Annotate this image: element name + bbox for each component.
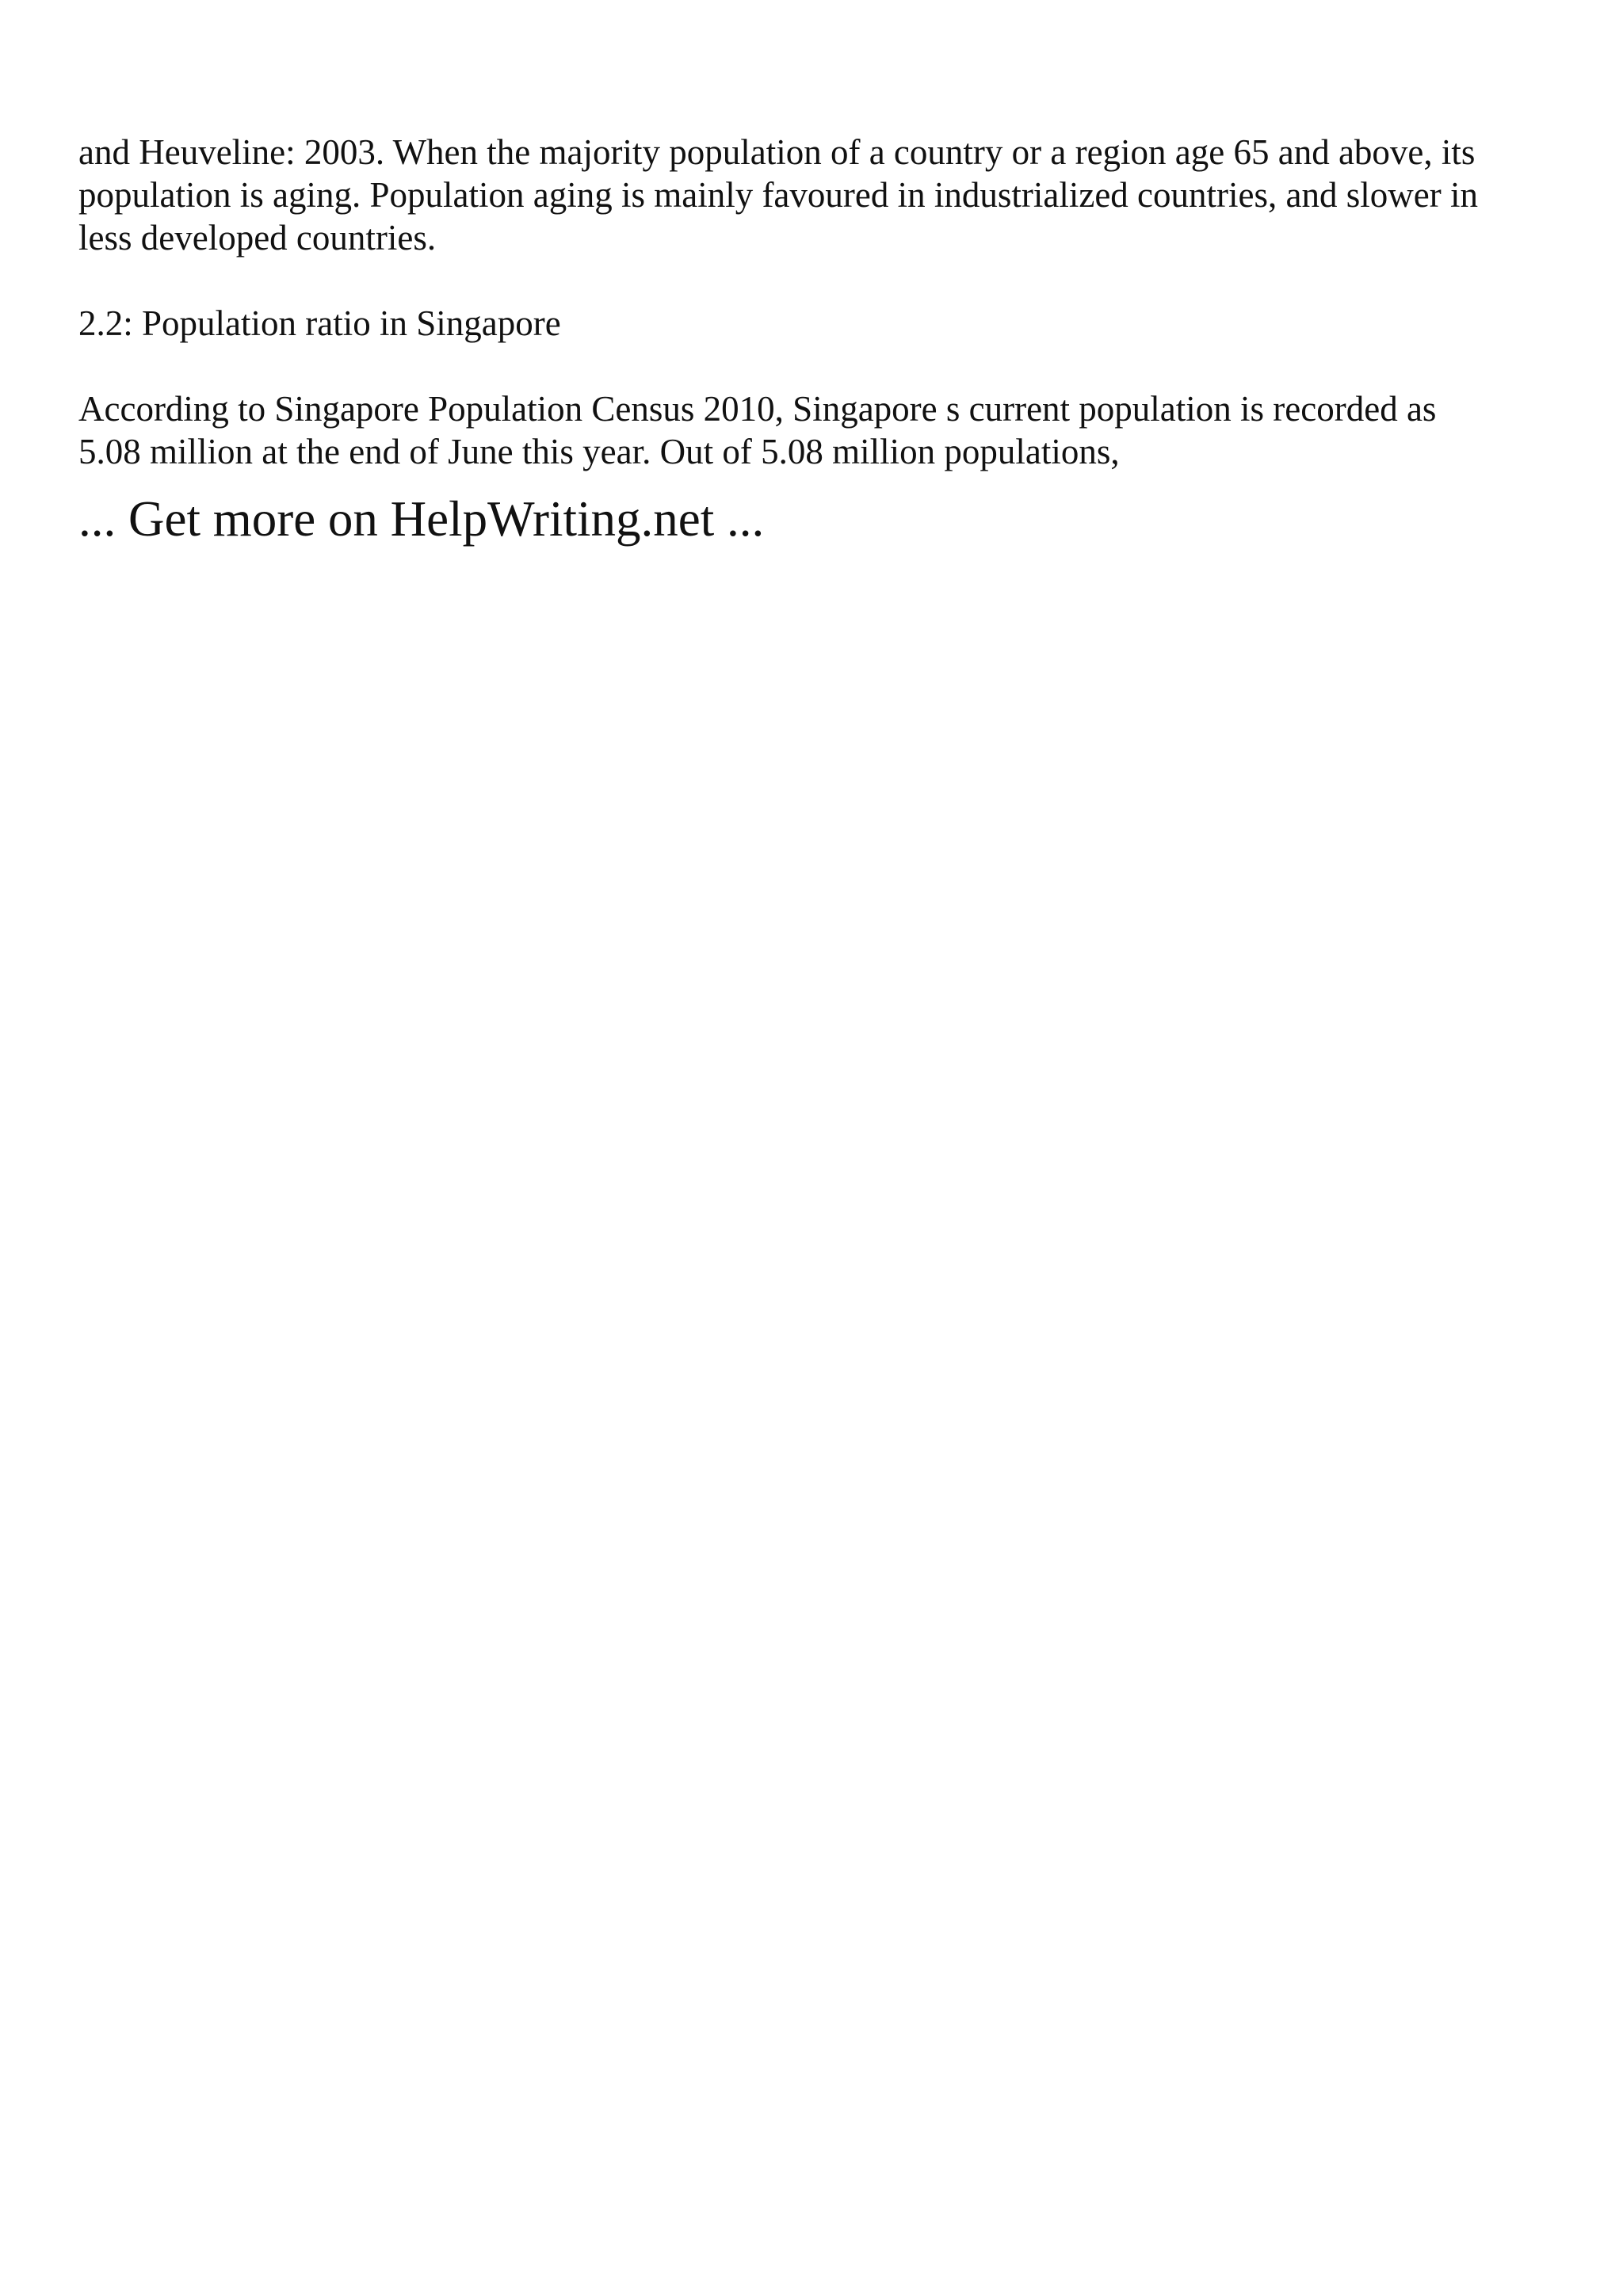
text-line: According to Singapore Population Census 2010, Singapore s current population is recorded as [78, 389, 1437, 429]
paragraph-aging [78, 131, 1568, 259]
paragraph-spacer [78, 345, 1568, 387]
paragraph-spacer [78, 259, 1568, 302]
document-body [78, 131, 1568, 549]
paragraph-singapore-census [78, 387, 1568, 473]
text-line: population is aging. Population aging is mainly favoured in industrialized countries, and slower in [78, 175, 1478, 215]
text-line: less developed countries. [78, 218, 437, 257]
text-line: and Heuveline: 2003. When the majority population of a country or a region age 65 and above, its [78, 132, 1476, 172]
section-heading-text: 2.2: Population ratio in Singapore [78, 303, 561, 343]
text-line: 5.08 million at the end of June this year. Out of 5.08 million populations, [78, 432, 1120, 471]
get-more-link[interactable]: ... Get more on HelpWriting.net ... [78, 491, 765, 547]
section-heading [78, 302, 1568, 345]
